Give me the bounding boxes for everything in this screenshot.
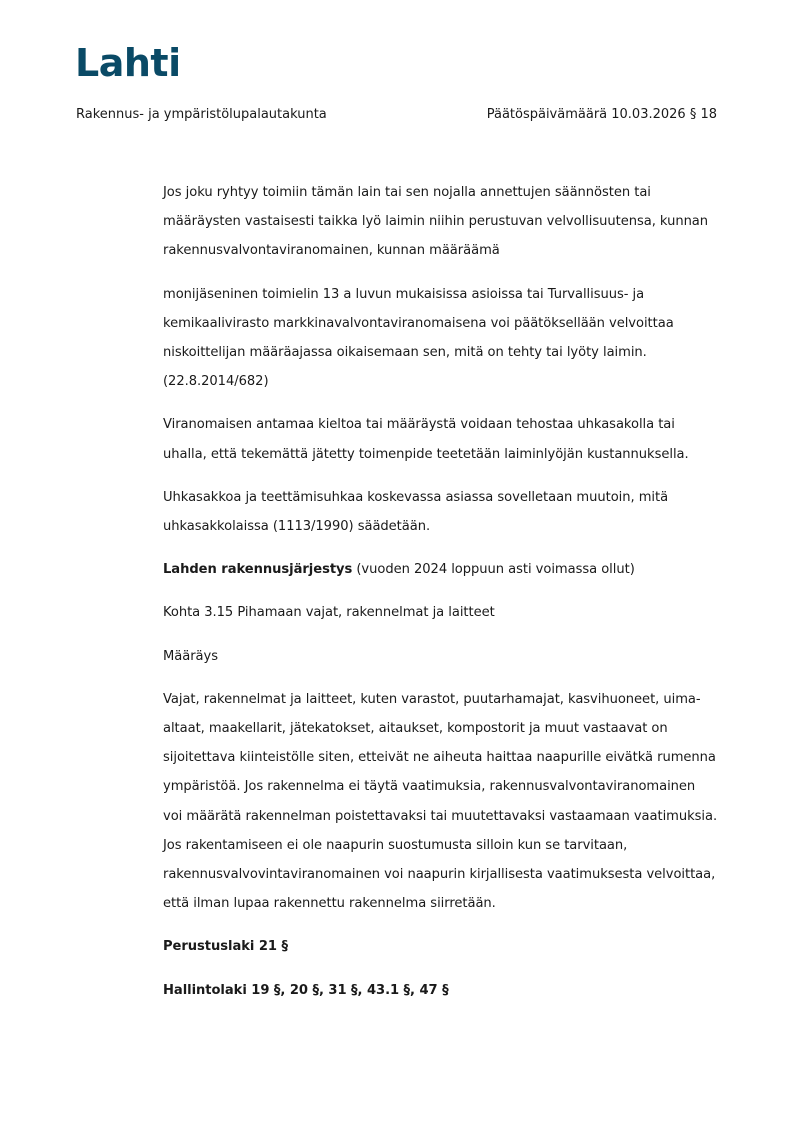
decision-date-section: Päätöspäivämäärä 10.03.2026 § 18	[486, 107, 717, 122]
text-line: Vajat, rakennelmat ja laitteet, kuten varastot, puutarhamajat, kasvihuoneet, uima-	[163, 691, 701, 707]
administrative-act-reference: Hallintolaki 19 §, 20 §, 31 §, 43.1 §, 47 §	[163, 982, 449, 998]
text-line: että ilman lupaa rakennettu rakennelma siirretään.	[163, 896, 496, 912]
building-ordinance-heading	[163, 555, 723, 584]
regulation-label: Määräys	[163, 648, 218, 664]
document-body	[163, 178, 723, 1019]
text-line: sijoitettava kiinteistölle siten, etteivät ne aiheuta haittaa naapurille eivätkä rumenna	[163, 750, 716, 766]
text-line: (22.8.2014/682)	[163, 374, 269, 390]
text-line: Viranomaisen antamaa kieltoa tai määräystä voidaan tehostaa uhkasakolla tai	[163, 417, 675, 433]
text-line: rakennusvalvovintaviranomainen voi naapurin kirjallisesta vaatimuksesta velvoittaa,	[163, 867, 716, 883]
text-line: monijäseninen toimielin 13 a luvun mukaisissa asioissa tai Turvallisuus- ja	[163, 286, 645, 302]
text-line: altaat, maakellarit, jätekatokset, aitaukset, kompostorit ja muut vastaavat on	[163, 721, 668, 737]
paragraph-1	[163, 178, 723, 266]
text-line: määräysten vastaisesti taikka lyö laimin niihin perustuvan velvollisuutensa, kunnan	[163, 214, 709, 230]
ordinance-note: (vuoden 2024 loppuun asti voimassa ollut)	[352, 562, 635, 578]
paragraph-2	[163, 280, 723, 397]
committee-name: Rakennus- ja ympäristölupalautakunta	[76, 107, 327, 122]
ordinance-title: Lahden rakennusjärjestys	[163, 562, 353, 578]
text-line: Uhkasakkoa ja teettämisuhkaa koskevassa asiassa sovelletaan muutoin, mitä	[163, 489, 669, 505]
text-line: kemikaalivirasto markkinavalvontaviranomaisena voi päätöksellään velvoittaa	[163, 315, 674, 331]
paragraph-3	[163, 410, 723, 468]
text-line: uhalla, että tekemättä jätetty toimenpide teetetään laiminlyöjän kustannuksella.	[163, 446, 689, 462]
paragraph-4	[163, 483, 723, 541]
text-line: ympäristöä. Jos rakennelma ei täytä vaatimuksia, rakennusvalvontaviranomainen	[163, 779, 696, 795]
text-line: niskoittelijan määräajassa oikaisemaan sen, mitä on tehty tai lyöty laimin.	[163, 345, 647, 361]
text-line: Jos joku ryhtyy toimiin tämän lain tai sen nojalla annettujen säännösten tai	[163, 185, 651, 200]
text-line: voi määrätä rakennelman poistettavaksi tai muutettavaksi vastaamaan vaatimuksia.	[163, 808, 718, 824]
text-line: Jos rakentamiseen ei ole naapurin suostumusta silloin kun se tarvitaan,	[163, 837, 628, 853]
paragraph-regulation	[163, 685, 723, 919]
lahti-logo: Lahti	[75, 41, 181, 85]
constitution-reference: Perustuslaki 21 §	[163, 939, 288, 955]
section-heading: Kohta 3.15 Pihamaan vajat, rakennelmat ja laitteet	[163, 605, 495, 621]
text-line: rakennusvalvontaviranomainen, kunnan määräämä	[163, 243, 500, 259]
text-line: uhkasakkolaissa (1113/1990) säädetään.	[163, 519, 431, 535]
